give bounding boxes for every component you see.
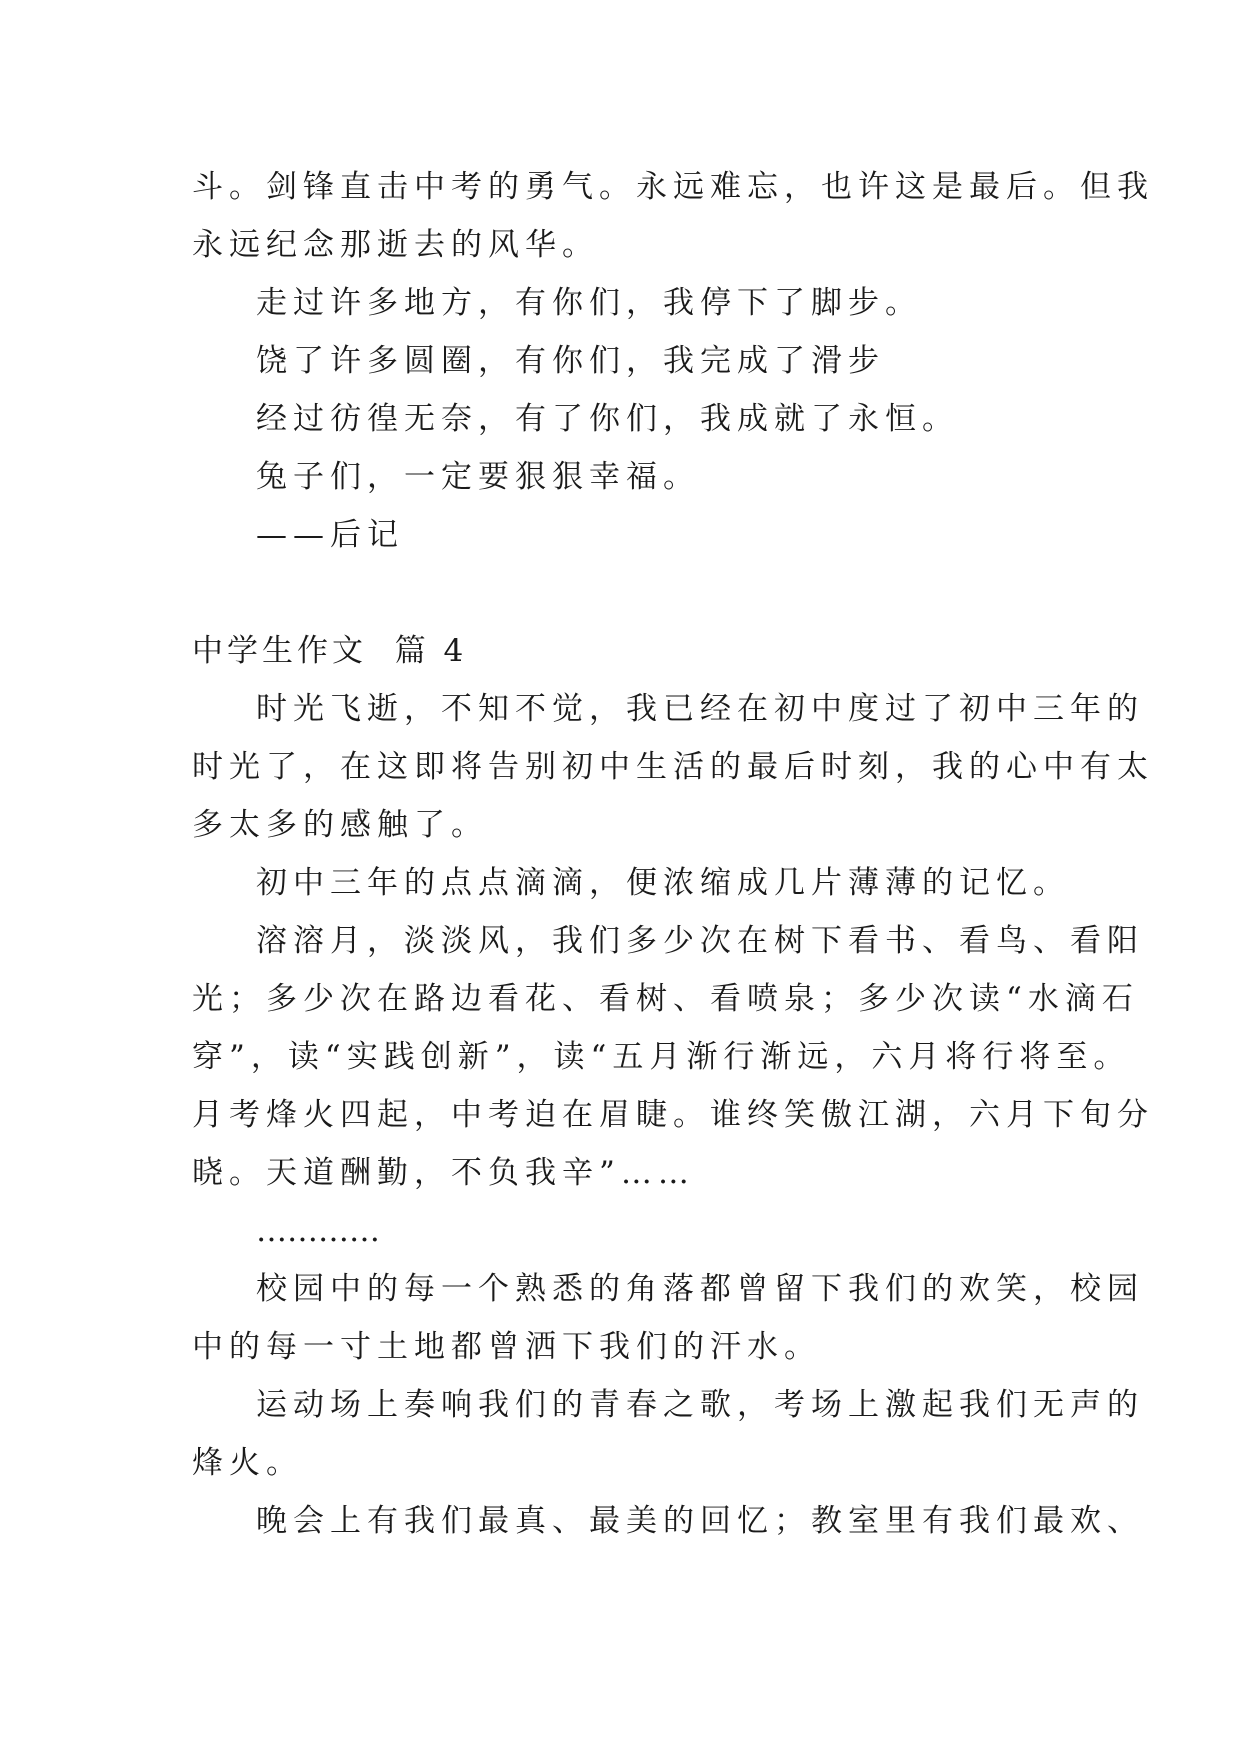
paragraph-line: 时光飞逝，不知不觉，我已经在初中度过了初中三年的: [256, 691, 1144, 727]
poem-line: 走过许多地方，有你们，我停下了脚步。: [256, 285, 922, 321]
paragraph-line: 溶溶月，淡淡风，我们多少次在树下看书、看鸟、看阳: [256, 923, 1144, 959]
document-body: [192, 158, 1154, 1550]
ellipsis-line: …………: [256, 1213, 380, 1249]
text-line: 斗。剑锋直击中考的勇气。永远难忘，也许这是最后。但我: [192, 169, 1154, 205]
paragraph-line: 烽火。: [192, 1445, 303, 1481]
paragraph-line: 多太多的感触了。: [192, 807, 488, 843]
text-line: 永远纪念那逝去的风华。: [192, 227, 599, 263]
section-heading: 中学生作文 篇 4: [192, 633, 468, 669]
poem-line: 兔子们，一定要狠狠幸福。: [256, 459, 700, 495]
paragraph-line: 时光了，在这即将告别初中生活的最后时刻，我的心中有太: [192, 749, 1154, 785]
paragraph-line: 初中三年的点点滴滴，便浓缩成几片薄薄的记忆。: [256, 865, 1070, 901]
afterword-signature: ——后记: [256, 517, 404, 553]
paragraph-line: 校园中的每一个熟悉的角落都曾留下我们的欢笑，校园: [256, 1271, 1144, 1307]
paragraph-line: 穿”，读“实践创新”，读“五月渐行渐远，六月将行将至。: [192, 1039, 1131, 1075]
paragraph-line: 中的每一寸土地都曾洒下我们的汗水。: [192, 1329, 821, 1365]
poem-line: 饶了许多圆圈，有你们，我完成了滑步: [256, 343, 885, 379]
paragraph-line: 运动场上奏响我们的青春之歌，考场上激起我们无声的: [256, 1387, 1144, 1423]
poem-line: 经过彷徨无奈，有了你们，我成就了永恒。: [256, 401, 959, 437]
paragraph-line: 光；多少次在路边看花、看树、看喷泉；多少次读“水滴石: [192, 981, 1139, 1017]
paragraph-line: 晓。天道酬勤，不负我辛”……: [192, 1155, 695, 1191]
paragraph-line: 晚会上有我们最真、最美的回忆；教室里有我们最欢、: [256, 1503, 1144, 1539]
paragraph-line: 月考烽火四起，中考迫在眉睫。谁终笑傲江湖，六月下旬分: [192, 1097, 1154, 1133]
